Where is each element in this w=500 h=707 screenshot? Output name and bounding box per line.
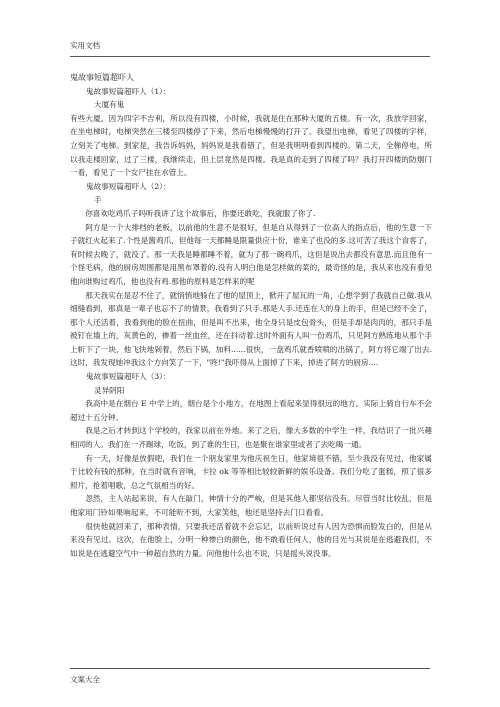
section-2-paragraph: 那天我实在是忍不住了，就悄悄地躲在了他的屋顶上，掀开了屋瓦的一角，心想学到了我就自己做.我从细缝看到，那真是一辈子也忘不了的情景，我看到了只手.那是人手.还连在人的身上的手，但是已经不全了，那个人还活着，我看到他的脸在扭曲，但是叫不出来，他全身只是皮包骨头，但是手却是肉肉的，那只手是被钉在墙上的，灰黄色的，掺着一丝血丝，还在抖动着.这时外面有人叫一份鸡爪，只见阿方熟练地从那个手上斩下了一块，他飞快地剁着，然后下锅，加料......很快，一盘鸡爪就香喷喷的出锅了，阿方将它端了出去.这时，我发现她冲我这个方向笑了一下，"咚!"我吓得从上面掉了下来，掉进了阿方的厨房.... — [70, 290, 432, 368]
section-2-paragraph: 你喜欢吃鸡爪子吗听我讲了这个故事后，你要还敢吃，我就服了你了. — [85, 208, 316, 218]
section-1-subtitle: 大厦有鬼 — [94, 100, 125, 110]
document-title: 鬼故事短篇超吓人 — [70, 73, 134, 82]
section-2-heading: 鬼故事短篇超吓人（2）： — [86, 181, 171, 191]
section-3-paragraph: 很快他就回来了，那种表情，只要我还活着就不会忘记，以前听说过有人因为恐惧而脸发白的，但是从来没有见过。这次，在他脸上，分明一种惨白的颜色，他不敢看任何人，他的目光与其说是在逃避我们，不如说是在逃避空气中一种超自然的力量。问他他什么也不说，只是摇头说没事。 — [70, 521, 432, 558]
section-3-heading: 鬼故事短篇超吓人（3）： — [86, 372, 171, 382]
header-divider — [70, 56, 430, 57]
section-2-subtitle: 手 — [94, 195, 102, 205]
footer-label: 文案大全 — [70, 675, 100, 684]
document-body — [70, 71, 432, 560]
section-3-paragraph: 我高中是在烟台 E 中学上的，烟台是个小地方，在地图上看起来显得很远的地方。实际上骑自行车不会超过十五分钟。 — [70, 399, 432, 422]
section-3-paragraph: 忽然，主人站起来说，有人在敲门，神情十分的严峻，但是其他人都坚信没有。尽管当时比较乱，但是他家用门铃如果响起来，不可能听不到，大家笑他，他还是坚持去门口看看。 — [70, 494, 432, 517]
section-1-paragraph: 有些大厦，因为四字不吉利，所以没有四楼，小时候，我就是住在那种大厦的五楼。有一次，我放学回家，在坐电梯时，电梯突然在三楼至四楼停了下来，然后电梯慢慢的打开了。我望出电梯，看见了四楼的字样，立刻关了电梯。到家是，我告诉妈妈，妈妈说是我看错了，但是我明明看到四楼的。第二天，全梯停电，所以我走楼回家，过了三楼，我继续走，但上层竟然是四楼。我是真的走到了四楼了吗？我打开四楼的防烟门一看，看见了一个女尸挂在水管上。 — [70, 113, 432, 178]
section-3-subtitle: 灵异阴阳 — [94, 385, 125, 395]
section-3-paragraph: 有一天，好像是放假吧，我们在一个朋友家里为他庆祝生日，他家境很不错，至少我没有见过，他家属于比较有钱的那种，在当时就有音响，卡拉 ok 等等相比较较新鲜的娱乐设备。我们分吃了蛋糕，照了很多照片，抢着唱歌，总之气氛相当的好。 — [70, 453, 432, 490]
section-2-paragraph: 阿方是一个大排档的老板，以前他的生意不是很好，但是自从得到了一位高人的指点后，他的生意一下子就红火起来了.个性是酱鸡爪，但他每一天都睡是限量供应十份，谁来了也没的多.这可苦了我这个食客了，有时候去晚了，就没了。那一天我是睡都睡不着，就为了那一碗鸡爪，这但是说出去都没有意思.而且他有一个怪毛病，他的厨房周围都是用黑布罩着的.没有人明白他是怎样做的菜的，最奇怪的是，我从来也没有看见他向谁购过鸡爪，他也没有鸡.那他的原料是怎样来的呢 — [70, 222, 432, 286]
section-1-heading: 鬼故事短篇超吓人（1）： — [86, 86, 171, 96]
header-label: 实用文档 — [70, 41, 100, 50]
section-3-paragraph: 我是之后才转到这个学校的，我家以前在外地。来了之后，像大多数的中学生一样，我结识了一批兴趣相同的人。我们在一齐踢球，吃饭，到了谁的生日，也是聚在谁家里或者了去吃喝一通。 — [70, 426, 432, 450]
footer-divider — [70, 668, 430, 669]
